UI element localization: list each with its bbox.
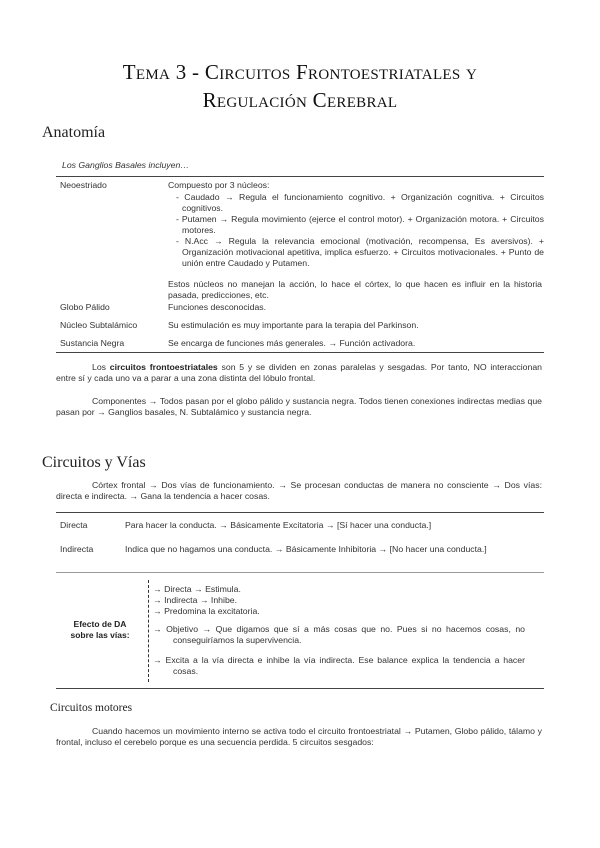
list-item: - Putamen → Regula movimiento (ejerce el control motor). + Organización motora. + Circuitos motores. bbox=[176, 214, 544, 235]
efecto-item: → Objetivo → Que digamos que sí a más cosas que no. Pues si no hacemos cosas, no conseguiríamos la supervivencia. bbox=[153, 624, 525, 645]
para-bold: circuitos frontoestriatales bbox=[109, 362, 218, 372]
row-desc: Indica que no hagamos una conducta. → Básicamente Inhibitoria → [No hacer una conducta.] bbox=[125, 544, 487, 554]
circuitos-paragraph bbox=[56, 362, 542, 384]
row-desc bbox=[168, 180, 544, 301]
row-desc: Para hacer la conducta. → Básicamente Excitatoria → [Sí hacer una conducta.] bbox=[125, 520, 432, 530]
subheading-motores: Circuitos motores bbox=[50, 702, 133, 714]
nucleos-note: Estos núcleos no manejan la acción, lo hace el córtex, lo que hacen es influir en la historia pasada, predicciones, etc. bbox=[168, 279, 542, 300]
row-desc: Se encarga de funciones más generales. → Función activadora. bbox=[168, 338, 416, 348]
circuitos-intro: Córtex frontal → Dos vías de funcionamiento. → Se procesan conductas de manera no consciente → Dos vías: directa e indirecta. → Gana la tendencia a hacer cosas. bbox=[56, 480, 542, 501]
row-term: Globo Pálido bbox=[60, 302, 110, 312]
efecto-item: → Predomina la excitatoria. bbox=[153, 606, 260, 616]
efecto-label-line: sobre las vías: bbox=[70, 630, 130, 640]
row-term: Neoestriado bbox=[60, 180, 107, 190]
table-top-rule bbox=[56, 176, 544, 177]
efecto-label bbox=[56, 619, 144, 641]
vias-top-rule bbox=[56, 512, 544, 513]
neoestriado-desc: Compuesto por 3 núcleos: bbox=[168, 180, 270, 190]
row-term: Indirecta bbox=[60, 544, 94, 554]
list-item: - Caudado → Regula el funcionamiento cognitivo. + Organización cognitiva. + Circuitos cognitivos. bbox=[176, 192, 544, 213]
ganglios-intro: Los Ganglios Basales incluyen… bbox=[62, 160, 190, 170]
row-term: Directa bbox=[60, 520, 88, 530]
table-row bbox=[56, 180, 544, 301]
efecto-item: → Excita a la vía directa e inhibe la vía indirecta. Ese balance explica la tendencia a hacer cosas. bbox=[153, 655, 525, 676]
row-desc: Funciones desconocidas. bbox=[168, 302, 267, 312]
page-title bbox=[0, 58, 600, 114]
title-line-1: Tema 3 - Circuitos Frontoestriatales y bbox=[122, 60, 478, 84]
title-line-2: Regulación Cerebral bbox=[202, 88, 398, 112]
dashed-divider bbox=[148, 580, 149, 682]
para-text: son 5 y se dividen en zonas paralelas y sesgadas. Por tanto, NO interaccionan entre sí y cada uno va a parar a una zona distinta del lóbulo frontal. bbox=[56, 362, 543, 383]
section-heading-anatomia: Anatomía bbox=[42, 124, 106, 141]
vias-divider bbox=[56, 572, 544, 573]
efecto-item: → Directa → Estimula. bbox=[153, 584, 241, 594]
para-text: Los bbox=[92, 362, 110, 372]
row-term: Sustancia Negra bbox=[60, 338, 125, 348]
efecto-bottom-rule bbox=[56, 688, 544, 689]
nucleos-list bbox=[168, 192, 544, 269]
list-item: - N.Acc → Regula la relevancia emocional (motivación, recompensa, Es aversivos). + Organización motivacional apetitiva, implica esfuerzo. + Circuitos motivacionales. + Punto de unión entre Caudado y Putamen. bbox=[176, 236, 544, 268]
efecto-item: → Indirecta → Inhibe. bbox=[153, 595, 238, 605]
row-term: Núcleo Subtalámico bbox=[60, 320, 138, 330]
row-desc: Su estimulación es muy importante para la terapia del Parkinson. bbox=[168, 320, 419, 330]
componentes-paragraph: Componentes → Todos pasan por el globo pálido y sustancia negra. Todos tienen conexiones indirectas medias que pasan por → Ganglios basales, N. Subtalámico y sustancia negra. bbox=[56, 396, 542, 417]
efecto-label-line: Efecto de DA bbox=[73, 619, 127, 629]
ganglios-table bbox=[56, 180, 544, 301]
section-heading-circuitos: Circuitos y Vías bbox=[42, 454, 146, 471]
motores-paragraph: Cuando hacemos un movimiento interno se activa todo el circuito frontoestriatal → Putamen, Globo pálido, tálamo y frontal, incluso el cerebelo porque es una secuencia perdida. 5 circuitos sesgados: bbox=[56, 726, 542, 747]
table-bottom-rule bbox=[56, 352, 544, 353]
